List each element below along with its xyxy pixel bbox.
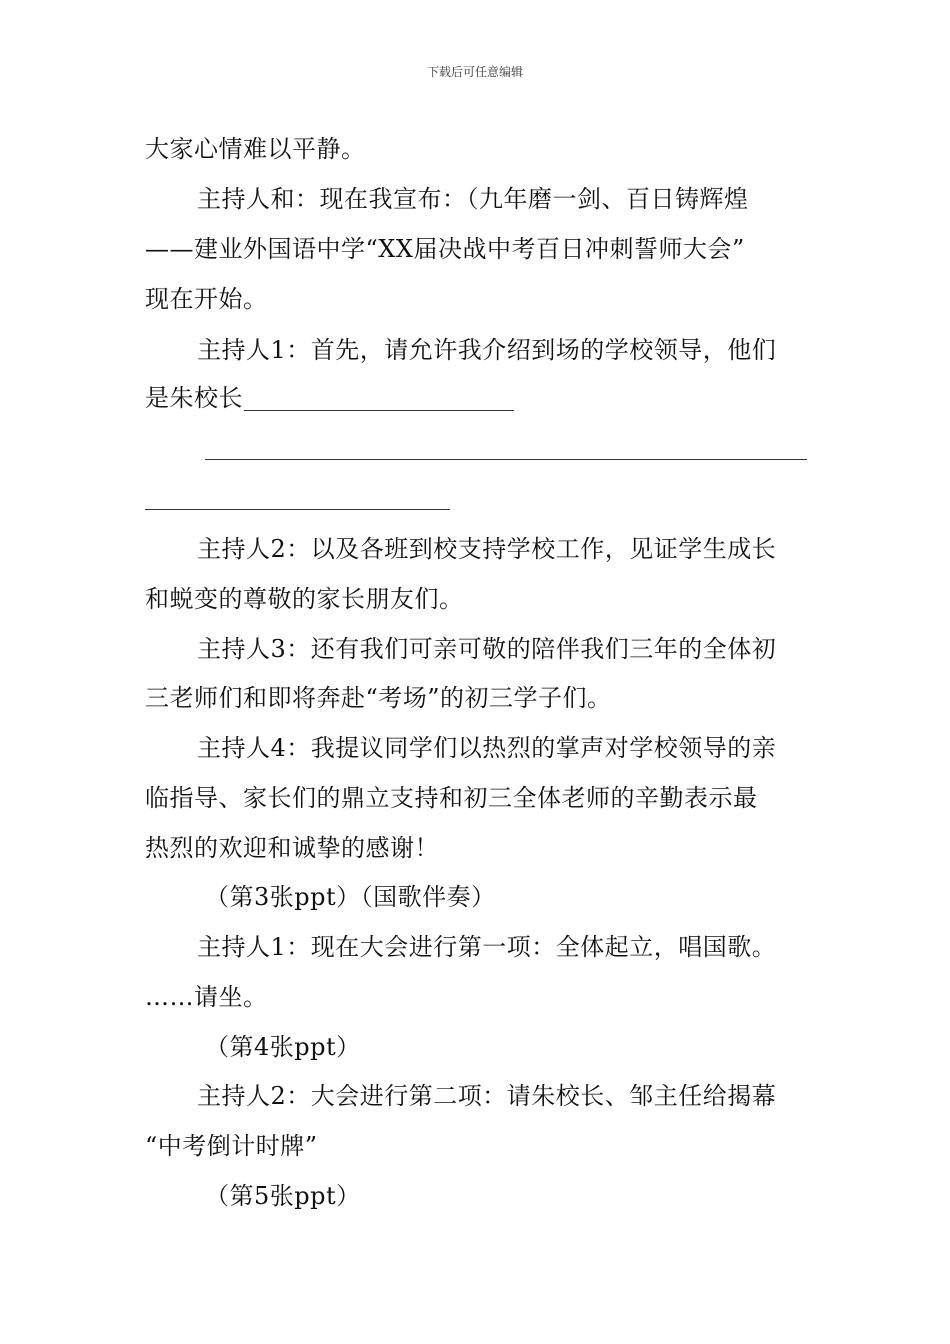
text-line: 三老师们和即将奔赴“考场”的初三学子们。	[145, 684, 612, 712]
text-line: 主持人3：还有我们可亲可敬的陪伴我们三年的全体初	[197, 635, 777, 663]
text-line: 主持人和：现在我宣布：（九年磨一剑、百日铸辉煌	[197, 185, 749, 213]
text-line: 主持人4：我提议同学们以热烈的掌声对学校领导的亲	[197, 734, 777, 762]
slide-note: （第3张ppt）（国歌伴奏）	[205, 883, 496, 911]
text-line: 大家心情难以平静。	[145, 135, 366, 163]
page-header-note: 下载后可任意编辑	[426, 65, 523, 79]
text-line: 是朱校长	[145, 384, 243, 412]
text-line: ——建业外国语中学“XX届决战中考百日冲刺誓师大会”	[145, 235, 745, 263]
text-line: 主持人2：以及各班到校支持学校工作，见证学生成长	[197, 535, 777, 563]
slide-note: （第4张ppt）	[205, 1033, 361, 1061]
text-line: 热烈的欢迎和诚挚的感谢！	[145, 834, 439, 862]
blank-underline	[205, 459, 807, 460]
text-line: 主持人1：首先，请允许我介绍到场的学校领导，他们	[197, 336, 777, 364]
text-line: 现在开始。	[145, 285, 268, 313]
text-line: 主持人2：大会进行第二项：请朱校长、邹主任给揭幕	[197, 1082, 777, 1110]
blank-underline	[244, 410, 514, 411]
slide-note: （第5张ppt）	[205, 1182, 361, 1210]
text-line: 和蜕变的尊敬的家长朋友们。	[145, 585, 464, 613]
text-line: “中考倒计时牌”	[145, 1132, 318, 1160]
text-line: 主持人1：现在大会进行第一项：全体起立，唱国歌。	[197, 933, 777, 961]
text-line: 临指导、家长们的鼎立支持和初三全体老师的辛勤表示最	[145, 784, 758, 812]
text-line: ……请坐。	[145, 983, 268, 1011]
blank-underline	[145, 509, 450, 510]
